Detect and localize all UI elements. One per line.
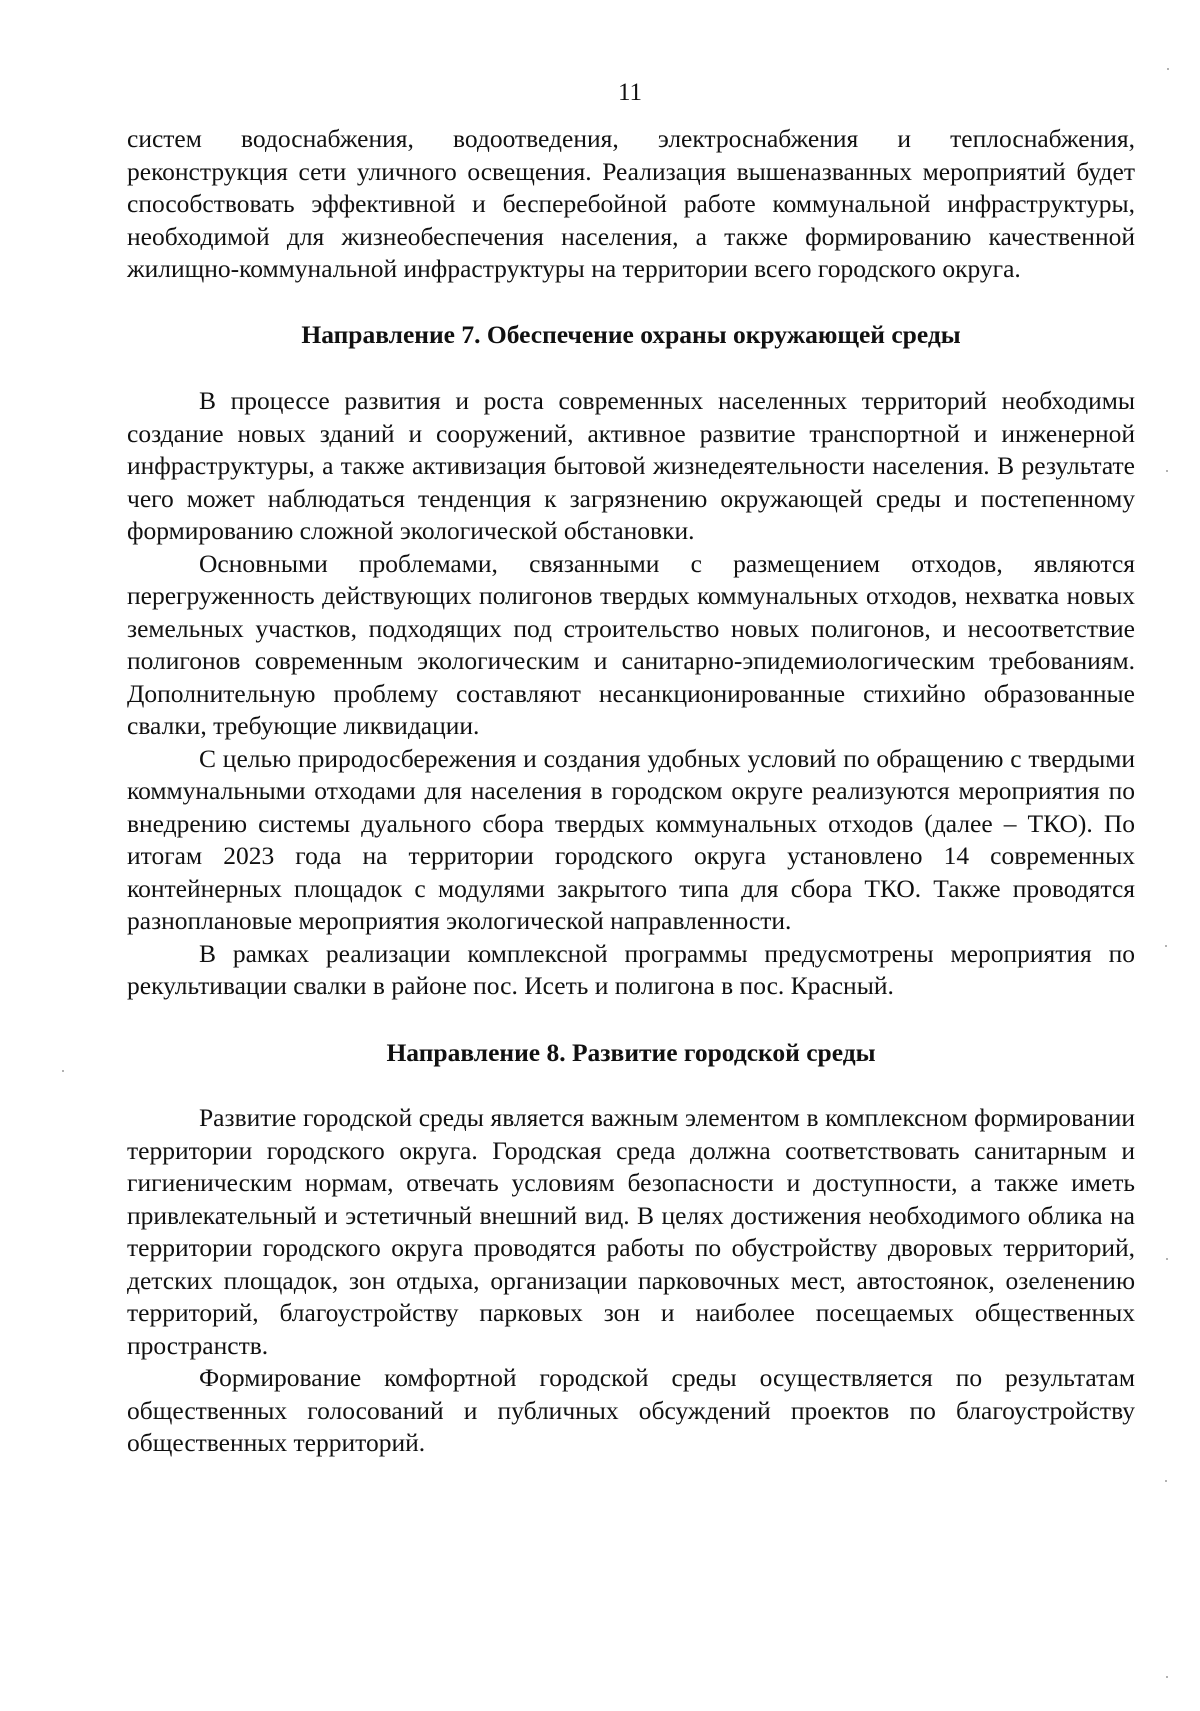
paragraph: В рамках реализации комплексной программы предусмотрены мероприятия по рекультивации свалки в районе пос. Исеть и полигона в пос. Красный. — [127, 938, 1135, 1000]
intro-paragraph: систем водоснабжения, водоотведения, электроснабжения и теплоснабжения, реконструкция сети уличного освещения. Реализация вышеназванных мероприятий будет способствовать эффективной и бесперебойной работе коммунальной инфраструктуры, необходимой для жизнеобеспечения населения, а также формированию качественной жилищно-коммунальной инфраструктуры на территории всего городского округа. — [127, 124, 1135, 283]
scan-speck — [1167, 68, 1169, 70]
scan-speck — [1166, 470, 1168, 472]
paragraph: В процессе развития и роста современных населенных территорий необходимы создание новых зданий и сооружений, активное развитие транспортной и инженерной инфраструктуры, а также активизация бытовой жизнедеятельности населения. В результате чего может наблюдаться тенденция к загрязнению окружающей среды и постепенному формированию сложной экологической обстановки. — [127, 386, 1135, 545]
paragraph: Развитие городской среды является важным элементом в комплексном формировании территории городского округа. Городская среда должна соответствовать санитарным и гигиеническим нормам, отвечать условиям безопасности и доступности, а также иметь привлекательный и эстетичный внешний вид. В целях достижения необходимого облика на территории городского округа проводятся работы по обустройству дворовых территорий, детских площадок, зон отдыха, организации парковочных мест, автостоянок, озеленению территорий, благоустройству парковых зон и наиболее посещаемых общественных пространств. — [127, 1103, 1135, 1360]
scan-speck — [1166, 1258, 1168, 1260]
section-direction-7 — [127, 319, 1135, 1003]
page-number: 11 — [617, 79, 643, 106]
paragraph: Формирование комфортной городской среды осуществляется по результатам общественных голосований и публичных обсуждений проектов по благоустройству общественных территорий. — [127, 1363, 1135, 1457]
section-direction-8 — [127, 1037, 1135, 1460]
scan-speck — [1166, 1676, 1168, 1678]
scan-speck — [1165, 945, 1167, 947]
section-heading: Направление 8. Развитие городской среды — [386, 1037, 876, 1067]
section-heading: Направление 7. Обеспечение охраны окружающей среды — [301, 319, 961, 349]
page-content — [127, 123, 1135, 1460]
scan-speck — [1165, 1480, 1167, 1482]
paragraph: Основными проблемами, связанными с размещением отходов, являются перегруженность действующих полигонов твердых коммунальных отходов, нехватка новых земельных участков, подходящих под строительство новых полигонов, и несоответствие полигонов современным экологическим и санитарно-эпидемиологическим требованиям. Дополнительную проблему составляют несанкционированные стихийно образованные свалки, требующие ликвидации. — [127, 548, 1135, 740]
scan-speck — [62, 1070, 64, 1072]
paragraph: С целью природосбережения и создания удобных условий по обращению с твердыми коммунальными отходами для населения в городском округе реализуются мероприятия по внедрению системы дуального сбора твердых коммунальных отходов (далее – ТКО). По итогам 2023 года на территории городского округа установлено 14 современных контейнерных площадок с модулями закрытого типа для сбора ТКО. Также проводятся разноплановые мероприятия экологической направленности. — [127, 743, 1135, 935]
